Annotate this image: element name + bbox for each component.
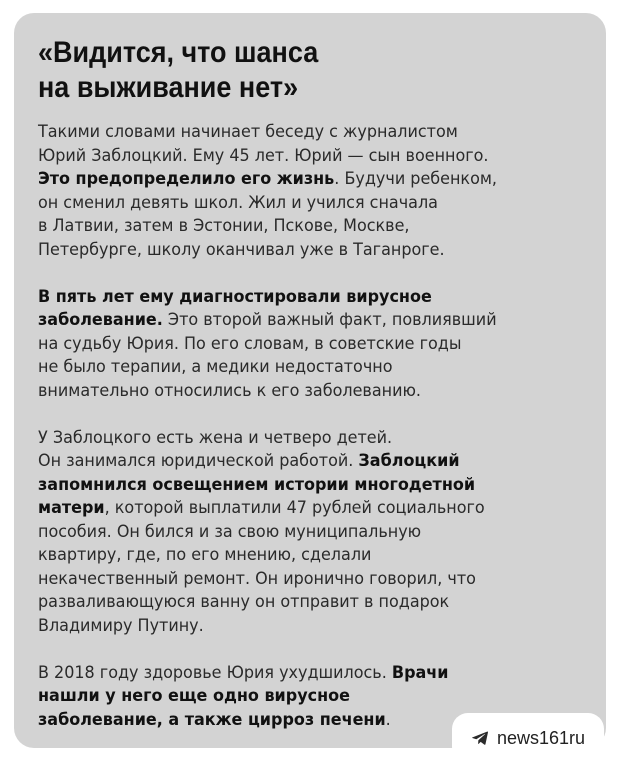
text-segment: В 2018 году здоровье Юрия ухудшилось.: [38, 662, 392, 683]
channel-name: news161ru: [496, 727, 586, 748]
text-line: [38, 286, 596, 310]
text-line: [38, 474, 596, 498]
text-segment: . Будучи ребенком,: [334, 169, 498, 189]
bold-text: Заблоцкий: [358, 451, 460, 471]
text-line: [38, 685, 596, 709]
text-segment: Юрий Заблоцкий. Ему 45 лет. Юрий — сын военного.: [38, 145, 489, 166]
text-line: [38, 145, 596, 169]
bold-text: В пять лет ему диагностировали вирусное: [38, 286, 432, 307]
bold-text: заболевание, а также цирроз печени: [38, 709, 386, 730]
text-line: [38, 215, 596, 239]
text-line: [38, 239, 596, 263]
text-segment: .: [385, 709, 391, 730]
text-line: [38, 591, 596, 615]
text-line: [38, 309, 596, 333]
text-segment: внимательно относились к его заболеванию.: [38, 380, 422, 401]
telegram-icon: [471, 729, 489, 747]
text-line: [38, 662, 596, 686]
text-segment: Петербурге, школу оканчивал уже в Таганроге.: [38, 239, 445, 260]
text-line: [38, 192, 596, 216]
text-segment: некачественный ремонт. Он иронично говорил, что: [38, 568, 476, 589]
text-line: [38, 450, 596, 474]
bold-text: матери: [38, 498, 105, 518]
channel-badge[interactable]: [452, 713, 604, 763]
text-line: [38, 356, 596, 380]
text-segment: в Латвии, затем в Эстонии, Пскове, Москве,: [38, 216, 410, 236]
article-body: [38, 121, 596, 732]
article-paragraph: [38, 286, 596, 404]
bold-text: заболевание.: [38, 310, 163, 330]
headline-line: «Видится, что шанса: [38, 36, 319, 69]
text-line: [38, 168, 596, 192]
headline: [38, 35, 578, 105]
text-segment: пособия. Он бился и за свою муниципальную: [38, 521, 422, 542]
text-segment: У Заблоцкого есть жена и четверо детей.: [38, 427, 393, 448]
text-line: [38, 427, 596, 451]
text-line: [38, 380, 596, 404]
text-segment: на судьбу Юрия. По его словам, в советские годы: [38, 333, 462, 354]
text-segment: квартиру, где, по его мнению, сделали: [38, 545, 372, 565]
text-segment: разваливающуюся ванну он отправит в подарок: [38, 592, 450, 612]
headline-line: на выживание нет»: [38, 71, 299, 104]
text-line: [38, 497, 596, 521]
text-segment: Владимиру Путину.: [38, 615, 204, 636]
article-card: [14, 13, 606, 748]
bold-text: Врачи: [391, 662, 449, 683]
text-line: [38, 333, 596, 357]
text-segment: Такими словами начинает беседу с журналистом: [38, 122, 458, 142]
text-line: [38, 568, 596, 592]
bold-text: нашли у него еще одно вирусное: [38, 686, 350, 706]
text-segment: Это второй важный факт, повлиявший: [162, 310, 497, 330]
article-paragraph: [38, 427, 596, 639]
article-paragraph: [38, 121, 596, 262]
text-segment: он сменил девять школ. Жил и учился сначала: [38, 192, 438, 213]
text-line: [38, 544, 596, 568]
bold-text: Это предопределило его жизнь: [38, 169, 335, 189]
text-segment: Он занимался юридической работой.: [38, 451, 359, 471]
text-line: [38, 121, 596, 145]
text-segment: не было терапии, а медики недостаточно: [38, 357, 393, 377]
text-segment: , которой выплатили 47 рублей социального: [104, 498, 485, 518]
text-line: [38, 521, 596, 545]
bold-text: запомнился освещением истории многодетной: [38, 474, 476, 495]
text-line: [38, 615, 596, 639]
